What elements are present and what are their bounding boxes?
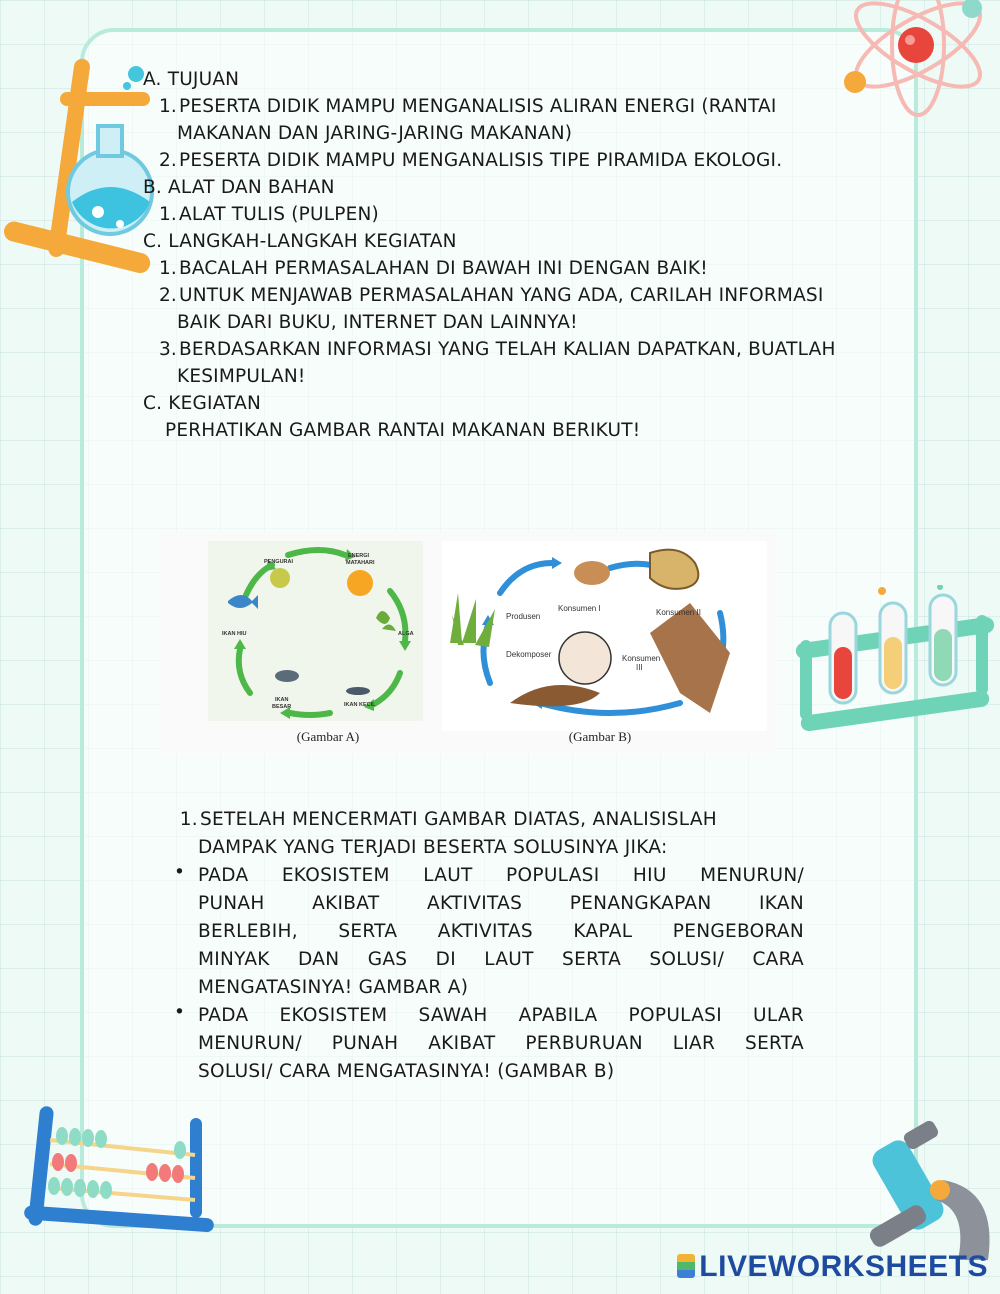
list-item [143, 147, 903, 174]
item-number: 2. [158, 150, 177, 171]
figure-b-caption: (Gambar B) [568, 729, 632, 744]
label-ikan-kecil: IKAN KECIL [344, 702, 376, 708]
label-pengurai: PENGURAI [264, 559, 294, 565]
bullet-line: BERLEBIH, SERTA AKTIVITAS KAPAL PENGEBORAN [198, 921, 804, 942]
item-text: UNTUK MENJAWAB PERMASALAHAN YANG ADA, CARILAH INFORMASI [179, 285, 824, 306]
item-text-cont: MAKANAN DAN JARING-JARING MAKANAN) [177, 123, 573, 144]
label-konsumen3-num: III [636, 663, 643, 672]
logo-mark-icon [677, 1254, 695, 1278]
instruction-text: PERHATIKAN GAMBAR RANTAI MAKANAN BERIKUT! [165, 420, 641, 441]
task-bullet [170, 1002, 804, 1086]
item-text-cont: BAIK DARI BUKU, INTERNET DAN LAINNYA! [177, 312, 578, 333]
item-number: 1. [158, 96, 177, 117]
task-intro-line: SETELAH MENCERMATI GAMBAR DIATAS, ANALISISLAH [200, 809, 718, 830]
task-bullet [170, 862, 804, 1002]
label-energi: ENERGI [348, 553, 370, 559]
bullet-line: PADA EKOSISTEM LAUT POPULASI HIU MENURUN/ [198, 865, 804, 886]
bullet-dot: • [174, 1002, 186, 1023]
test-tube-rack-icon [790, 585, 1000, 735]
item-number: 1. [158, 258, 177, 279]
label-konsumen2: Konsumen II [656, 608, 701, 617]
list-item [143, 93, 903, 120]
item-number: 2. [158, 285, 177, 306]
label-besar: BESAR [272, 704, 292, 710]
bullet-line: PUNAH AKIBAT AKTIVITAS PENANGKAPAN IKAN [198, 893, 804, 914]
item-text: BERDASARKAN INFORMASI YANG TELAH KALIAN DAPATKAN, BUATLAH [179, 339, 836, 360]
task-number: 1. [179, 809, 198, 830]
food-chain-figures [160, 533, 777, 753]
worksheet-content [143, 66, 903, 444]
decomposer-icon [270, 568, 290, 588]
list-item [143, 201, 903, 228]
label-konsumen1: Konsumen I [558, 604, 601, 613]
label-produsen: Produsen [506, 612, 541, 621]
big-fish-icon [275, 670, 299, 682]
label-matahari: MATAHARI [346, 560, 375, 566]
bullet-line: MINYAK DAN GAS DI LAUT SERTA SOLUSI/ CARA [198, 949, 804, 970]
abacus-icon [20, 1100, 220, 1240]
task-block [170, 806, 804, 1086]
task-intro-line: DAMPAK YANG TERJADI BESERTA SOLUSINYA JIKA: [198, 837, 668, 858]
list-item [143, 282, 903, 309]
liveworksheets-logo[interactable] [677, 1250, 988, 1284]
item-text: PESERTA DIDIK MAMPU MENGANALISIS ALIRAN ENERGI (RANTAI [179, 96, 777, 117]
list-item [143, 255, 903, 282]
bullet-dot: • [174, 862, 186, 883]
item-number: 1. [158, 204, 177, 225]
small-fish-icon [346, 687, 370, 695]
section-c-heading: C. LANGKAH-LANGKAH KEGIATAN [143, 231, 457, 252]
figure-a-caption: (Gambar A) [296, 729, 360, 744]
microscope-icon [848, 1120, 1000, 1260]
mouse-icon [574, 561, 610, 585]
item-text: ALAT TULIS (PULPEN) [179, 204, 379, 225]
item-text: BACALAH PERMASALAHAN DI BAWAH INI DENGAN BAIK! [179, 258, 708, 279]
sun-icon [347, 570, 373, 596]
decomposer-zoom-icon [559, 632, 611, 684]
section-a-heading: A. TUJUAN [143, 69, 240, 90]
bullet-line: SOLUSI/ CARA MENGATASINYA! (GAMBAR B) [198, 1061, 615, 1082]
label-alga: ALGA [398, 631, 414, 637]
item-text: PESERTA DIDIK MAMPU MENGANALISIS TIPE PIRAMIDA EKOLOGI. [179, 150, 783, 171]
list-item [143, 336, 903, 363]
logo-text: LIVEWORKSHEETS [699, 1250, 988, 1283]
item-number: 3. [158, 339, 177, 360]
food-chain-diagram [160, 533, 777, 753]
bullet-line: PADA EKOSISTEM SAWAH APABILA POPULASI ULAR [198, 1005, 804, 1026]
bullet-line: MENGATASINYA! GAMBAR A) [198, 977, 469, 998]
label-ikan: IKAN [275, 697, 289, 703]
task-intro [170, 806, 804, 834]
item-text-cont: KESIMPULAN! [177, 366, 306, 387]
label-konsumen3: Konsumen [622, 654, 661, 663]
label-ikan-hiu: IKAN HIU [222, 631, 247, 637]
section-d-heading: C. KEGIATAN [143, 393, 262, 414]
label-dekomposer: Dekomposer [506, 650, 552, 659]
bullet-line: MENURUN/ PUNAH AKIBAT PERBURUAN LIAR SERTA [198, 1033, 804, 1054]
section-b-heading: B. ALAT DAN BAHAN [143, 177, 335, 198]
